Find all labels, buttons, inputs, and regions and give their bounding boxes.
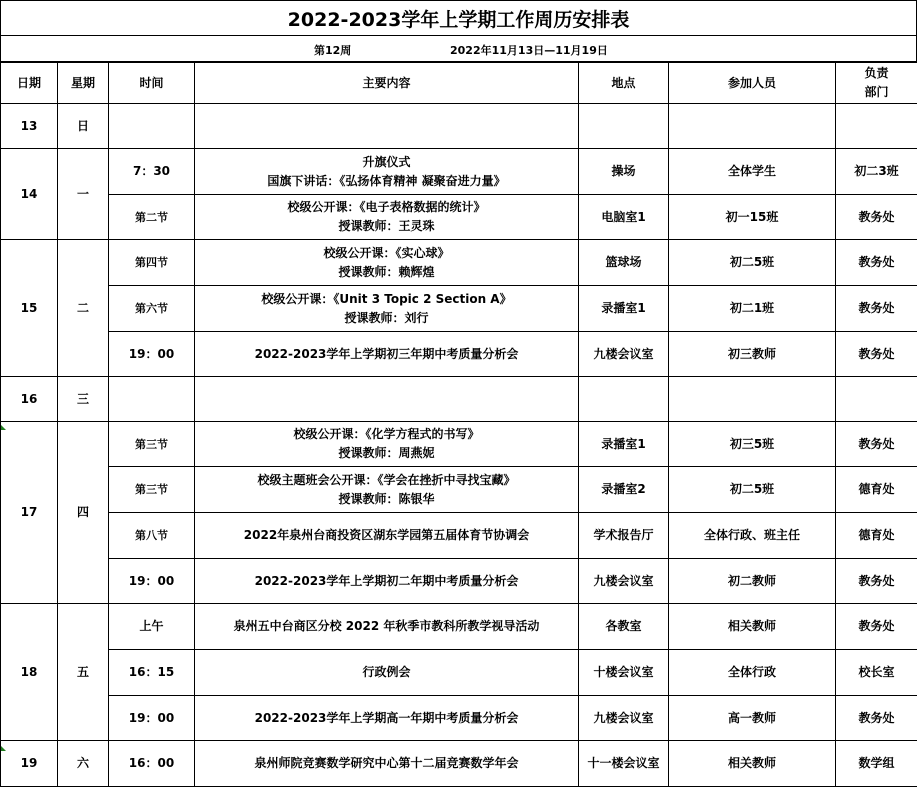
participants-cell: 初一15班	[669, 195, 836, 240]
content-cell	[195, 467, 579, 513]
table-row	[1, 377, 917, 422]
content-line: 泉州师院竞赛数学研究中心第十二届竞赛数学年会	[254, 756, 519, 770]
participants-cell: 初二5班	[669, 240, 836, 286]
dept-cell: 教务处	[836, 286, 917, 332]
dept-cell: 初二3班	[836, 149, 917, 195]
content-line: 升旗仪式	[362, 154, 411, 169]
weekday-cell: 四	[58, 422, 109, 604]
schedule-table	[0, 62, 917, 787]
date-cell: 17	[1, 422, 58, 604]
time-cell: 上午	[109, 604, 195, 650]
date-cell: 16	[1, 377, 58, 422]
time-cell: 16：00	[109, 741, 195, 787]
time-cell: 第三节	[109, 422, 195, 467]
content-cell	[195, 149, 579, 195]
location-cell: 篮球场	[579, 240, 669, 286]
header-date: 日期	[1, 63, 58, 104]
header-participants: 参加人员	[669, 63, 836, 104]
table-row	[1, 559, 917, 604]
location-cell: 录播室1	[579, 422, 669, 467]
dept-cell: 教务处	[836, 696, 917, 741]
content-line: 授课教师：陈银华	[338, 491, 435, 506]
location-cell: 电脑室1	[579, 195, 669, 240]
dept-cell: 教务处	[836, 422, 917, 467]
weekday-cell: 三	[58, 377, 109, 422]
cell-marker-icon	[1, 425, 6, 430]
empty-cell	[579, 104, 669, 149]
empty-cell	[195, 104, 579, 149]
content-cell	[195, 650, 579, 696]
dept-cell: 教务处	[836, 559, 917, 604]
table-row	[1, 696, 917, 741]
time-cell: 第六节	[109, 286, 195, 332]
weekday-cell: 六	[58, 741, 109, 787]
sheet-title: 2022-2023学年上学期工作周历安排表	[0, 0, 917, 35]
location-cell: 录播室1	[579, 286, 669, 332]
table-row	[1, 467, 917, 513]
location-cell: 操场	[579, 149, 669, 195]
weekday-cell: 五	[58, 604, 109, 741]
time-cell: 第八节	[109, 513, 195, 559]
empty-cell	[195, 377, 579, 422]
table-row	[1, 604, 917, 650]
content-line: 国旗下讲话：《弘扬体育精神 凝聚奋进力量》	[267, 173, 506, 188]
table-row	[1, 149, 917, 195]
header-dept-line2: 部门	[864, 85, 889, 99]
content-cell	[195, 559, 579, 604]
table-row	[1, 513, 917, 559]
content-cell	[195, 741, 579, 787]
participants-cell: 初三教师	[669, 332, 836, 377]
weekday-cell: 一	[58, 149, 109, 240]
weekday-cell: 日	[58, 104, 109, 149]
content-cell	[195, 195, 579, 240]
header-content: 主要内容	[195, 63, 579, 104]
dept-cell: 教务处	[836, 604, 917, 650]
header-row	[1, 63, 917, 104]
content-line: 校级主题班会公开课：《学会在挫折中寻找宝藏》	[257, 472, 516, 487]
dept-cell: 校长室	[836, 650, 917, 696]
participants-cell: 初二1班	[669, 286, 836, 332]
empty-cell	[836, 377, 917, 422]
content-cell	[195, 696, 579, 741]
participants-cell: 全体学生	[669, 149, 836, 195]
dept-cell: 德育处	[836, 513, 917, 559]
date-cell: 15	[1, 240, 58, 377]
dept-cell: 教务处	[836, 240, 917, 286]
content-line: 行政例会	[362, 665, 411, 679]
content-line: 校级公开课：《Unit 3 Topic 2 Section A》	[261, 291, 512, 306]
content-cell	[195, 604, 579, 650]
location-cell: 学术报告厅	[579, 513, 669, 559]
content-cell	[195, 332, 579, 377]
empty-cell	[669, 377, 836, 422]
location-cell: 九楼会议室	[579, 332, 669, 377]
dept-cell: 教务处	[836, 332, 917, 377]
week-number: 第12周	[314, 44, 352, 57]
content-line: 2022-2023学年上学期初三年期中考质量分析会	[254, 346, 519, 361]
time-cell: 第三节	[109, 467, 195, 513]
table-row	[1, 104, 917, 149]
table-row	[1, 240, 917, 286]
location-cell: 录播室2	[579, 467, 669, 513]
content-line: 授课教师：王灵珠	[338, 219, 435, 233]
time-cell: 第二节	[109, 195, 195, 240]
header-dept-line1: 负责	[864, 66, 889, 80]
header-location: 地点	[579, 63, 669, 104]
table-row	[1, 650, 917, 696]
table-row	[1, 195, 917, 240]
location-cell: 各教室	[579, 604, 669, 650]
content-line: 2022年泉州台商投资区湖东学园第五届体育节协调会	[243, 528, 530, 542]
table-row	[1, 422, 917, 467]
time-cell: 第四节	[109, 240, 195, 286]
table-row	[1, 332, 917, 377]
time-cell: 19：00	[109, 332, 195, 377]
header-time: 时间	[109, 63, 195, 104]
location-cell: 九楼会议室	[579, 559, 669, 604]
content-cell	[195, 286, 579, 332]
content-cell	[195, 240, 579, 286]
content-line: 校级公开课：《电子表格数据的统计》	[287, 200, 486, 214]
content-line: 授课教师：赖辉煌	[338, 264, 435, 279]
participants-cell: 相关教师	[669, 604, 836, 650]
date-cell: 14	[1, 149, 58, 240]
time-cell: 7：30	[109, 149, 195, 195]
participants-cell: 初三5班	[669, 422, 836, 467]
content-cell	[195, 422, 579, 467]
location-cell: 十楼会议室	[579, 650, 669, 696]
dept-cell: 数学组	[836, 741, 917, 787]
participants-cell: 高一教师	[669, 696, 836, 741]
content-line: 2022-2023学年上学期初二年期中考质量分析会	[254, 573, 519, 588]
content-line: 2022-2023学年上学期高一年期中考质量分析会	[254, 710, 519, 725]
empty-cell	[669, 104, 836, 149]
dept-cell: 德育处	[836, 467, 917, 513]
empty-cell	[836, 104, 917, 149]
participants-cell: 初二5班	[669, 467, 836, 513]
location-cell: 十一楼会议室	[579, 741, 669, 787]
participants-cell: 全体行政、班主任	[669, 513, 836, 559]
schedule-body	[1, 63, 917, 787]
content-line: 校级公开课：《实心球》	[323, 245, 450, 260]
time-cell: 19：00	[109, 696, 195, 741]
dept-cell: 教务处	[836, 195, 917, 240]
table-row	[1, 741, 917, 787]
empty-cell	[579, 377, 669, 422]
header-dept	[836, 63, 917, 104]
content-line: 授课教师：刘行	[344, 310, 429, 325]
location-cell: 九楼会议室	[579, 696, 669, 741]
date-cell: 13	[1, 104, 58, 149]
participants-cell: 相关教师	[669, 741, 836, 787]
table-row	[1, 286, 917, 332]
participants-cell: 初二教师	[669, 559, 836, 604]
empty-cell	[109, 104, 195, 149]
content-line: 授课教师：周燕妮	[338, 446, 435, 460]
content-cell	[195, 513, 579, 559]
date-cell: 18	[1, 604, 58, 741]
time-cell: 16：15	[109, 650, 195, 696]
week-info-row	[0, 35, 917, 62]
date-range: 2022年11月13日—11月19日	[450, 44, 608, 57]
content-line: 泉州五中台商区分校 2022 年秋季市教科所教学视导活动	[233, 619, 540, 633]
weekday-cell: 二	[58, 240, 109, 377]
empty-cell	[109, 377, 195, 422]
content-line: 校级公开课：《化学方程式的书写》	[293, 427, 480, 441]
date-cell: 19	[1, 741, 58, 787]
participants-cell: 全体行政	[669, 650, 836, 696]
time-cell: 19：00	[109, 559, 195, 604]
cell-marker-icon	[1, 746, 6, 751]
header-weekday: 星期	[58, 63, 109, 104]
